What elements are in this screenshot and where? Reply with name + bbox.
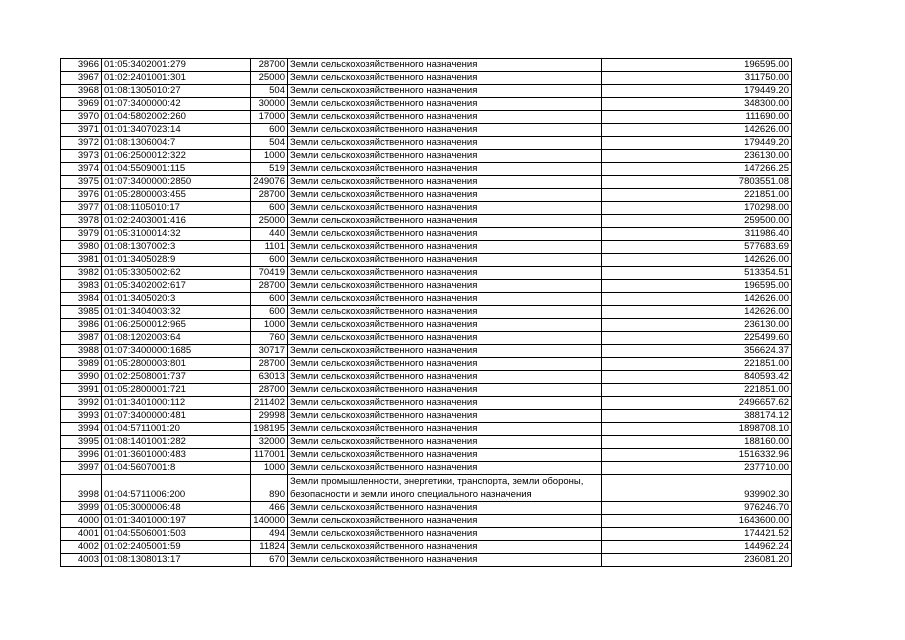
land-category-cell: Земли сельскохозяйственного назначения <box>288 72 602 85</box>
row-number-cell: 4003 <box>61 554 102 567</box>
land-category-cell: Земли сельскохозяйственного назначения <box>288 150 602 163</box>
area-cell: 25000 <box>251 72 288 85</box>
cadastral-value-cell: 311750.00 <box>602 72 792 85</box>
land-category-cell: Земли сельскохозяйственного назначения <box>288 111 602 124</box>
land-category-cell: Земли сельскохозяйственного назначения <box>288 98 602 111</box>
cadastral-value-cell: 577683.69 <box>602 241 792 254</box>
cadastral-number-cell: 01:08:1105010:17 <box>102 202 251 215</box>
cadastral-number-cell: 01:01:3401000:197 <box>102 515 251 528</box>
table-row <box>61 345 792 358</box>
row-number-cell: 3987 <box>61 332 102 345</box>
cadastral-number-cell: 01:06:2500012:322 <box>102 150 251 163</box>
land-category-cell: Земли сельскохозяйственного назначения <box>288 202 602 215</box>
row-number-cell: 3980 <box>61 241 102 254</box>
table-row <box>61 241 792 254</box>
land-cadastre-table <box>60 58 792 567</box>
land-category-cell: Земли сельскохозяйственного назначения <box>288 332 602 345</box>
table-row <box>61 176 792 189</box>
row-number-cell: 3995 <box>61 436 102 449</box>
cadastral-value-cell: 2496657.62 <box>602 397 792 410</box>
table-row <box>61 436 792 449</box>
table-row <box>61 189 792 202</box>
cadastral-value-cell: 142626.00 <box>602 306 792 319</box>
land-category-cell: Земли сельскохозяйственного назначения <box>288 124 602 137</box>
area-cell: 600 <box>251 293 288 306</box>
cadastral-value-cell: 147266.25 <box>602 163 792 176</box>
row-number-cell: 3973 <box>61 150 102 163</box>
cadastral-number-cell: 01:04:5506001:503 <box>102 528 251 541</box>
row-number-cell: 3966 <box>61 59 102 72</box>
area-cell: 29998 <box>251 410 288 423</box>
area-cell: 600 <box>251 254 288 267</box>
cadastral-number-cell: 01:08:1306004:7 <box>102 137 251 150</box>
cadastral-number-cell: 01:07:3400000:1685 <box>102 345 251 358</box>
cadastral-value-cell: 840593.42 <box>602 371 792 384</box>
cadastral-value-cell: 221851.00 <box>602 384 792 397</box>
cadastral-value-cell: 188160.00 <box>602 436 792 449</box>
cadastral-number-cell: 01:01:3405020:3 <box>102 293 251 306</box>
row-number-cell: 3979 <box>61 228 102 241</box>
table-row <box>61 515 792 528</box>
area-cell: 28700 <box>251 384 288 397</box>
area-cell: 28700 <box>251 280 288 293</box>
cadastral-value-cell: 196595.00 <box>602 280 792 293</box>
land-category-cell: Земли промышленности, энергетики, транспорта, земли обороны, безопасности и земли иного специального назначения <box>288 475 602 502</box>
cadastral-value-cell: 7803551.08 <box>602 176 792 189</box>
table-row <box>61 98 792 111</box>
cadastral-number-cell: 01:05:2800003:801 <box>102 358 251 371</box>
table-row <box>61 85 792 98</box>
land-category-cell: Земли сельскохозяйственного назначения <box>288 85 602 98</box>
area-cell: 28700 <box>251 189 288 202</box>
cadastral-number-cell: 01:01:3601000:483 <box>102 449 251 462</box>
area-cell: 1101 <box>251 241 288 254</box>
table-row <box>61 59 792 72</box>
land-category-cell: Земли сельскохозяйственного назначения <box>288 541 602 554</box>
area-cell: 25000 <box>251 215 288 228</box>
cadastral-number-cell: 01:07:3400000:2850 <box>102 176 251 189</box>
area-cell: 28700 <box>251 59 288 72</box>
cadastral-value-cell: 179449.20 <box>602 85 792 98</box>
table-row <box>61 371 792 384</box>
area-cell: 249076 <box>251 176 288 189</box>
land-category-cell: Земли сельскохозяйственного назначения <box>288 371 602 384</box>
area-cell: 600 <box>251 306 288 319</box>
land-category-cell: Земли сельскохозяйственного назначения <box>288 358 602 371</box>
row-number-cell: 3997 <box>61 462 102 475</box>
area-cell: 504 <box>251 85 288 98</box>
cadastral-number-cell: 01:01:3405028:9 <box>102 254 251 267</box>
cadastral-number-cell: 01:07:3400000:42 <box>102 98 251 111</box>
row-number-cell: 3988 <box>61 345 102 358</box>
cadastral-number-cell: 01:05:3402001:279 <box>102 59 251 72</box>
area-cell: 504 <box>251 137 288 150</box>
row-number-cell: 3986 <box>61 319 102 332</box>
cadastral-value-cell: 513354.51 <box>602 267 792 280</box>
land-category-cell: Земли сельскохозяйственного назначения <box>288 554 602 567</box>
area-cell: 211402 <box>251 397 288 410</box>
area-cell: 494 <box>251 528 288 541</box>
table-row <box>61 306 792 319</box>
row-number-cell: 3968 <box>61 85 102 98</box>
row-number-cell: 3982 <box>61 267 102 280</box>
cadastral-value-cell: 976246.70 <box>602 502 792 515</box>
land-category-cell: Земли сельскохозяйственного назначения <box>288 176 602 189</box>
land-category-cell: Земли сельскохозяйственного назначения <box>288 397 602 410</box>
table-row <box>61 228 792 241</box>
cadastral-value-cell: 1516332.96 <box>602 449 792 462</box>
cadastral-number-cell: 01:05:3305002:62 <box>102 267 251 280</box>
cadastral-value-cell: 142626.00 <box>602 293 792 306</box>
area-cell: 30000 <box>251 98 288 111</box>
area-cell: 670 <box>251 554 288 567</box>
land-category-cell: Земли сельскохозяйственного назначения <box>288 137 602 150</box>
area-cell: 198195 <box>251 423 288 436</box>
land-category-cell: Земли сельскохозяйственного назначения <box>288 319 602 332</box>
land-category-cell: Земли сельскохозяйственного назначения <box>288 436 602 449</box>
cadastral-value-cell: 311986.40 <box>602 228 792 241</box>
cadastral-number-cell: 01:06:2500012:965 <box>102 319 251 332</box>
row-number-cell: 3990 <box>61 371 102 384</box>
cadastral-number-cell: 01:04:5711006:200 <box>102 475 251 502</box>
cadastral-value-cell: 1898708.10 <box>602 423 792 436</box>
cadastral-value-cell: 225499.60 <box>602 332 792 345</box>
row-number-cell: 3989 <box>61 358 102 371</box>
table-body <box>61 59 792 567</box>
table-row <box>61 410 792 423</box>
land-category-cell: Земли сельскохозяйственного назначения <box>288 293 602 306</box>
cadastral-number-cell: 01:01:3404003:32 <box>102 306 251 319</box>
table-row <box>61 280 792 293</box>
row-number-cell: 3992 <box>61 397 102 410</box>
table-row <box>61 554 792 567</box>
area-cell: 117001 <box>251 449 288 462</box>
row-number-cell: 3976 <box>61 189 102 202</box>
cadastral-value-cell: 237710.00 <box>602 462 792 475</box>
table-row <box>61 319 792 332</box>
table-row <box>61 384 792 397</box>
cadastral-value-cell: 236130.00 <box>602 150 792 163</box>
table-row <box>61 462 792 475</box>
cadastral-number-cell: 01:04:5607001:8 <box>102 462 251 475</box>
table-row <box>61 541 792 554</box>
table-row <box>61 423 792 436</box>
cadastral-number-cell: 01:08:1307002:3 <box>102 241 251 254</box>
area-cell: 1000 <box>251 462 288 475</box>
land-category-cell: Земли сельскохозяйственного назначения <box>288 280 602 293</box>
table-row <box>61 72 792 85</box>
row-number-cell: 3974 <box>61 163 102 176</box>
cadastral-value-cell: 939902.30 <box>602 475 792 502</box>
table-row <box>61 397 792 410</box>
cadastral-number-cell: 01:02:2508001:737 <box>102 371 251 384</box>
cadastral-value-cell: 196595.00 <box>602 59 792 72</box>
table-row <box>61 293 792 306</box>
cadastral-value-cell: 174421.52 <box>602 528 792 541</box>
table-row <box>61 449 792 462</box>
area-cell: 140000 <box>251 515 288 528</box>
cadastral-value-cell: 170298.00 <box>602 202 792 215</box>
cadastral-value-cell: 1643600.00 <box>602 515 792 528</box>
cadastral-number-cell: 01:04:5711001:20 <box>102 423 251 436</box>
table-row <box>61 332 792 345</box>
cadastral-number-cell: 01:05:2800001:721 <box>102 384 251 397</box>
cadastral-value-cell: 142626.00 <box>602 124 792 137</box>
cadastral-number-cell: 01:08:1308013:17 <box>102 554 251 567</box>
row-number-cell: 3967 <box>61 72 102 85</box>
land-category-cell: Земли сельскохозяйственного назначения <box>288 345 602 358</box>
land-category-cell: Земли сельскохозяйственного назначения <box>288 449 602 462</box>
cadastral-value-cell: 348300.00 <box>602 98 792 111</box>
cadastral-number-cell: 01:08:1401001:282 <box>102 436 251 449</box>
cadastral-number-cell: 01:04:5802002:260 <box>102 111 251 124</box>
table-row <box>61 502 792 515</box>
row-number-cell: 3998 <box>61 475 102 502</box>
cadastral-value-cell: 221851.00 <box>602 358 792 371</box>
row-number-cell: 3972 <box>61 137 102 150</box>
land-category-cell: Земли сельскохозяйственного назначения <box>288 306 602 319</box>
cadastral-number-cell: 01:01:3401000:112 <box>102 397 251 410</box>
cadastral-number-cell: 01:02:2401001:301 <box>102 72 251 85</box>
area-cell: 70419 <box>251 267 288 280</box>
cadastral-number-cell: 01:05:3100014:32 <box>102 228 251 241</box>
area-cell: 600 <box>251 124 288 137</box>
area-cell: 1000 <box>251 319 288 332</box>
cadastral-value-cell: 259500.00 <box>602 215 792 228</box>
cadastral-value-cell: 221851.00 <box>602 189 792 202</box>
cadastral-number-cell: 01:08:1305010:27 <box>102 85 251 98</box>
cadastral-value-cell: 388174.12 <box>602 410 792 423</box>
cadastral-value-cell: 142626.00 <box>602 254 792 267</box>
table-row <box>61 528 792 541</box>
area-cell: 63013 <box>251 371 288 384</box>
land-category-cell: Земли сельскохозяйственного назначения <box>288 254 602 267</box>
row-number-cell: 3983 <box>61 280 102 293</box>
area-cell: 17000 <box>251 111 288 124</box>
cadastral-number-cell: 01:02:2403001:416 <box>102 215 251 228</box>
land-category-cell: Земли сельскохозяйственного назначения <box>288 215 602 228</box>
cadastral-value-cell: 236130.00 <box>602 319 792 332</box>
row-number-cell: 3999 <box>61 502 102 515</box>
cadastral-number-cell: 01:05:2800003:455 <box>102 189 251 202</box>
cadastral-value-cell: 144962.24 <box>602 541 792 554</box>
row-number-cell: 3994 <box>61 423 102 436</box>
area-cell: 440 <box>251 228 288 241</box>
row-number-cell: 3996 <box>61 449 102 462</box>
cadastral-number-cell: 01:05:3402002:617 <box>102 280 251 293</box>
row-number-cell: 3970 <box>61 111 102 124</box>
land-category-cell: Земли сельскохозяйственного назначения <box>288 241 602 254</box>
table-row <box>61 475 792 502</box>
area-cell: 890 <box>251 475 288 502</box>
cadastral-number-cell: 01:07:3400000:481 <box>102 410 251 423</box>
land-category-cell: Земли сельскохозяйственного назначения <box>288 384 602 397</box>
cadastral-value-cell: 179449.20 <box>602 137 792 150</box>
cadastral-number-cell: 01:01:3407023:14 <box>102 124 251 137</box>
table-row <box>61 358 792 371</box>
row-number-cell: 3984 <box>61 293 102 306</box>
row-number-cell: 4002 <box>61 541 102 554</box>
table-row <box>61 124 792 137</box>
row-number-cell: 3969 <box>61 98 102 111</box>
area-cell: 760 <box>251 332 288 345</box>
cadastral-number-cell: 01:05:3000006:48 <box>102 502 251 515</box>
cadastral-value-cell: 356624.37 <box>602 345 792 358</box>
land-category-cell: Земли сельскохозяйственного назначения <box>288 163 602 176</box>
cadastral-number-cell: 01:02:2405001:59 <box>102 541 251 554</box>
row-number-cell: 3991 <box>61 384 102 397</box>
row-number-cell: 4000 <box>61 515 102 528</box>
row-number-cell: 3975 <box>61 176 102 189</box>
cadastral-value-cell: 236081.20 <box>602 554 792 567</box>
table-row <box>61 137 792 150</box>
area-cell: 28700 <box>251 358 288 371</box>
land-category-cell: Земли сельскохозяйственного назначения <box>288 267 602 280</box>
table-row <box>61 254 792 267</box>
land-category-cell: Земли сельскохозяйственного назначения <box>288 189 602 202</box>
land-category-cell: Земли сельскохозяйственного назначения <box>288 515 602 528</box>
area-cell: 466 <box>251 502 288 515</box>
cadastral-value-cell: 111690.00 <box>602 111 792 124</box>
row-number-cell: 3977 <box>61 202 102 215</box>
table-row <box>61 150 792 163</box>
land-category-cell: Земли сельскохозяйственного назначения <box>288 528 602 541</box>
table-row <box>61 163 792 176</box>
row-number-cell: 3993 <box>61 410 102 423</box>
land-category-cell: Земли сельскохозяйственного назначения <box>288 423 602 436</box>
area-cell: 600 <box>251 202 288 215</box>
area-cell: 30717 <box>251 345 288 358</box>
area-cell: 11824 <box>251 541 288 554</box>
land-category-cell: Земли сельскохозяйственного назначения <box>288 228 602 241</box>
cadastral-number-cell: 01:04:5509001:115 <box>102 163 251 176</box>
area-cell: 519 <box>251 163 288 176</box>
land-category-cell: Земли сельскохозяйственного назначения <box>288 462 602 475</box>
cadastral-number-cell: 01:08:1202003:64 <box>102 332 251 345</box>
row-number-cell: 3981 <box>61 254 102 267</box>
table-row <box>61 111 792 124</box>
area-cell: 32000 <box>251 436 288 449</box>
table-row <box>61 215 792 228</box>
row-number-cell: 3978 <box>61 215 102 228</box>
row-number-cell: 3985 <box>61 306 102 319</box>
row-number-cell: 4001 <box>61 528 102 541</box>
area-cell: 1000 <box>251 150 288 163</box>
row-number-cell: 3971 <box>61 124 102 137</box>
land-category-cell: Земли сельскохозяйственного назначения <box>288 59 602 72</box>
table-row <box>61 202 792 215</box>
land-category-cell: Земли сельскохозяйственного назначения <box>288 502 602 515</box>
land-category-cell: Земли сельскохозяйственного назначения <box>288 410 602 423</box>
table-row <box>61 267 792 280</box>
